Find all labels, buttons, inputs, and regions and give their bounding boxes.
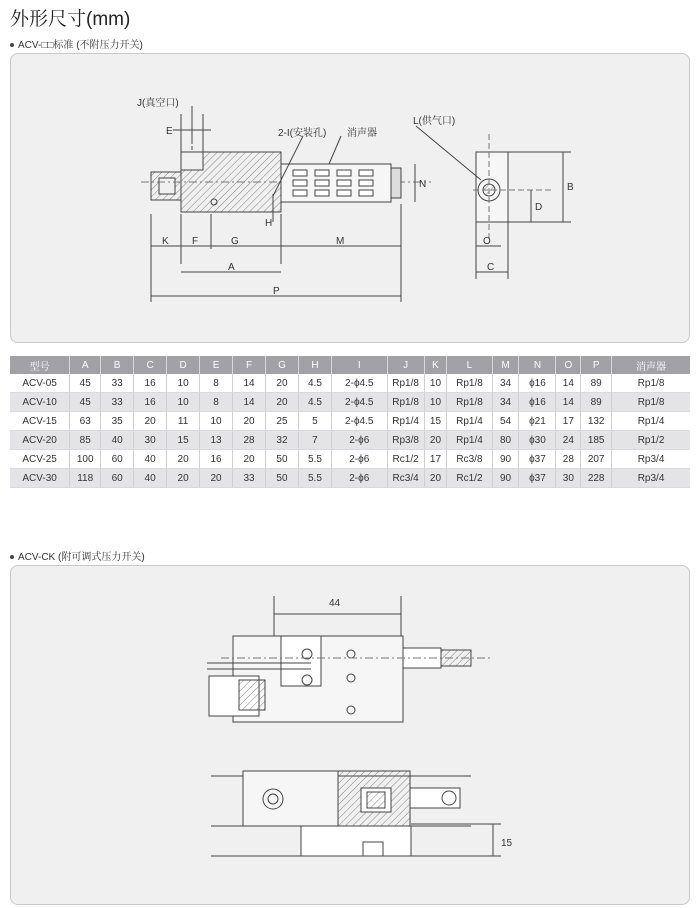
table-cell: 34 (492, 374, 519, 393)
table-cell: 35 (101, 412, 134, 431)
table-cell: Rp1/8 (447, 393, 492, 412)
table-cell: ϕ30 (519, 431, 556, 450)
table-cell: ϕ21 (519, 412, 556, 431)
table-header-cell: M (492, 356, 519, 374)
table-cell: 10 (424, 393, 447, 412)
table-cell: ACV-20 (10, 431, 70, 450)
table-cell: ACV-25 (10, 450, 70, 469)
dim-o: O (483, 236, 491, 247)
table-cell: 34 (492, 393, 519, 412)
table-header-cell: P (581, 356, 612, 374)
table-header-cell: G (266, 356, 299, 374)
table-cell: 17 (424, 450, 447, 469)
table-cell: 40 (134, 450, 167, 469)
dim-n: N (419, 179, 427, 190)
table-cell: Rp1/8 (612, 374, 690, 393)
table-cell: 16 (134, 374, 167, 393)
table-cell: ACV-05 (10, 374, 70, 393)
table-cell: Rp1/2 (612, 431, 690, 450)
drawing-standard (11, 54, 689, 342)
table-cell: Rc1/2 (387, 450, 424, 469)
bullet-icon (10, 555, 14, 559)
dim-c: C (487, 262, 495, 273)
table-cell: Rp3/4 (612, 469, 690, 488)
spec-table (10, 356, 690, 488)
table-cell: 8 (200, 374, 233, 393)
table-cell: 14 (556, 393, 581, 412)
table-cell: 10 (424, 374, 447, 393)
table-header-cell: H (298, 356, 331, 374)
table-cell: 5 (298, 412, 331, 431)
drawing-panel-ck (10, 565, 690, 905)
table-cell: 14 (233, 393, 266, 412)
table-cell: 5.5 (298, 450, 331, 469)
table-cell: 118 (70, 469, 101, 488)
table-row (10, 374, 690, 393)
table-cell: 20 (167, 450, 200, 469)
table-cell: 207 (581, 450, 612, 469)
table-cell: ϕ37 (519, 469, 556, 488)
table-cell: 40 (101, 431, 134, 450)
table-row (10, 469, 690, 488)
dim-g: G (231, 236, 239, 247)
table-cell: 132 (581, 412, 612, 431)
table-cell: 10 (167, 393, 200, 412)
table-cell: 24 (556, 431, 581, 450)
table-cell: 60 (101, 469, 134, 488)
table-cell: 15 (167, 431, 200, 450)
table-cell: 20 (200, 469, 233, 488)
table-cell: Rc1/2 (447, 469, 492, 488)
table-cell: 63 (70, 412, 101, 431)
table-cell: 2-ϕ6 (331, 469, 387, 488)
table-header-row (10, 356, 690, 374)
callout-l: L(供气口) (413, 116, 456, 127)
table-cell: 89 (581, 374, 612, 393)
table-cell: 11 (167, 412, 200, 431)
table-cell: 33 (233, 469, 266, 488)
page-title: 外形尺寸(mm) (10, 9, 131, 30)
table-header-cell: J (387, 356, 424, 374)
section-label-standard-text: ACV-□□标准 (不附压力开关) (18, 40, 143, 51)
ck-dim-44: 44 (329, 598, 341, 609)
table-row (10, 393, 690, 412)
dim-k: K (162, 236, 169, 247)
table-cell: 28 (233, 431, 266, 450)
table-header-cell: A (70, 356, 101, 374)
table-cell: ϕ16 (519, 393, 556, 412)
table-cell: Rp1/8 (612, 393, 690, 412)
table-header-cell: C (134, 356, 167, 374)
table-cell: 54 (492, 412, 519, 431)
section-label-ck-text: ACV-CK (附可调式压力开关) (18, 552, 145, 563)
table-cell: 20 (424, 431, 447, 450)
table-cell: 25 (266, 412, 299, 431)
callout-mount: 2-I(安装孔) (278, 128, 327, 139)
dim-e: E (166, 126, 173, 137)
table-cell: 4.5 (298, 393, 331, 412)
table-cell: Rc3/4 (387, 469, 424, 488)
table-cell: 50 (266, 450, 299, 469)
table-cell: 15 (424, 412, 447, 431)
bullet-icon (10, 43, 14, 47)
table-cell: 85 (70, 431, 101, 450)
table-header-cell: F (233, 356, 266, 374)
drawing-panel-standard (10, 53, 690, 343)
table-cell: 100 (70, 450, 101, 469)
table-cell: 50 (266, 469, 299, 488)
table-cell: 20 (266, 374, 299, 393)
table-cell: Rp1/8 (387, 374, 424, 393)
table-cell: Rp1/4 (387, 412, 424, 431)
dim-b: B (567, 182, 574, 193)
table-cell: 20 (233, 412, 266, 431)
table-cell: 20 (134, 412, 167, 431)
table-header-cell: N (519, 356, 556, 374)
dim-p: P (273, 286, 280, 297)
dim-a: A (228, 262, 235, 273)
table-cell: 60 (101, 450, 134, 469)
dim-h: H (265, 218, 273, 229)
table-cell: 228 (581, 469, 612, 488)
table-cell: 4.5 (298, 374, 331, 393)
table-cell: 40 (134, 469, 167, 488)
drawing-ck (11, 566, 689, 904)
table-cell: 32 (266, 431, 299, 450)
table-cell: 16 (134, 393, 167, 412)
table-cell: 20 (233, 450, 266, 469)
table-cell: Rc3/8 (447, 450, 492, 469)
table-header-cell: 消声器 (612, 356, 690, 374)
table-cell: 2-ϕ6 (331, 450, 387, 469)
table-cell: 5.5 (298, 469, 331, 488)
table-cell: 30 (134, 431, 167, 450)
table-cell: Rp1/4 (447, 412, 492, 431)
table-cell: 90 (492, 469, 519, 488)
table-cell: ACV-15 (10, 412, 70, 431)
table-cell: ACV-10 (10, 393, 70, 412)
table-cell: 14 (556, 374, 581, 393)
table-cell: 45 (70, 374, 101, 393)
table-header-cell: O (556, 356, 581, 374)
table-cell: 30 (556, 469, 581, 488)
table-header-cell: I (331, 356, 387, 374)
table-cell: 20 (424, 469, 447, 488)
table-cell: 33 (101, 393, 134, 412)
table-cell: 89 (581, 393, 612, 412)
table-header-cell: E (200, 356, 233, 374)
table-cell: Rp1/8 (447, 374, 492, 393)
ck-dim-15: 15 (501, 838, 513, 849)
table-row (10, 412, 690, 431)
table-cell: Rp3/8 (387, 431, 424, 450)
dim-m: M (336, 236, 345, 247)
table-cell: 2-ϕ4.5 (331, 412, 387, 431)
table-cell: 10 (167, 374, 200, 393)
inlet-bore (159, 178, 175, 194)
table-cell: 20 (167, 469, 200, 488)
table-header-cell: B (101, 356, 134, 374)
section-label-standard (10, 36, 143, 51)
table-cell: 7 (298, 431, 331, 450)
table-cell: 80 (492, 431, 519, 450)
section-label-ck (10, 548, 145, 563)
table-cell: 90 (492, 450, 519, 469)
table-cell: 2-ϕ4.5 (331, 393, 387, 412)
table-cell: ϕ37 (519, 450, 556, 469)
table-cell: 20 (266, 393, 299, 412)
table-cell: Rp1/4 (447, 431, 492, 450)
table-header-cell: L (447, 356, 492, 374)
dim-d: D (535, 202, 543, 213)
table-cell: 14 (233, 374, 266, 393)
table-cell: ACV-30 (10, 469, 70, 488)
table-cell: 45 (70, 393, 101, 412)
table-cell: 13 (200, 431, 233, 450)
table-cell: Rp1/8 (387, 393, 424, 412)
table-row (10, 450, 690, 469)
table-cell: 17 (556, 412, 581, 431)
table-cell: 28 (556, 450, 581, 469)
table-header-cell: K (424, 356, 447, 374)
table-cell: 16 (200, 450, 233, 469)
table-cell: 2-ϕ6 (331, 431, 387, 450)
table-cell: Rp3/4 (612, 450, 690, 469)
callout-muffler: 消声器 (347, 128, 377, 139)
table-cell: 8 (200, 393, 233, 412)
table-cell: ϕ16 (519, 374, 556, 393)
table-row (10, 431, 690, 450)
table-header-cell: D (167, 356, 200, 374)
table-cell: 10 (200, 412, 233, 431)
table-header-cell: 型号 (10, 356, 70, 374)
table-cell: Rp1/4 (612, 412, 690, 431)
table-cell: 2-ϕ4.5 (331, 374, 387, 393)
table-cell: 33 (101, 374, 134, 393)
callout-j: J(真空口) (137, 98, 179, 109)
ck-bottom-body (243, 771, 338, 826)
dim-f: F (192, 236, 199, 247)
table-cell: 185 (581, 431, 612, 450)
vacuum-port (181, 152, 203, 170)
